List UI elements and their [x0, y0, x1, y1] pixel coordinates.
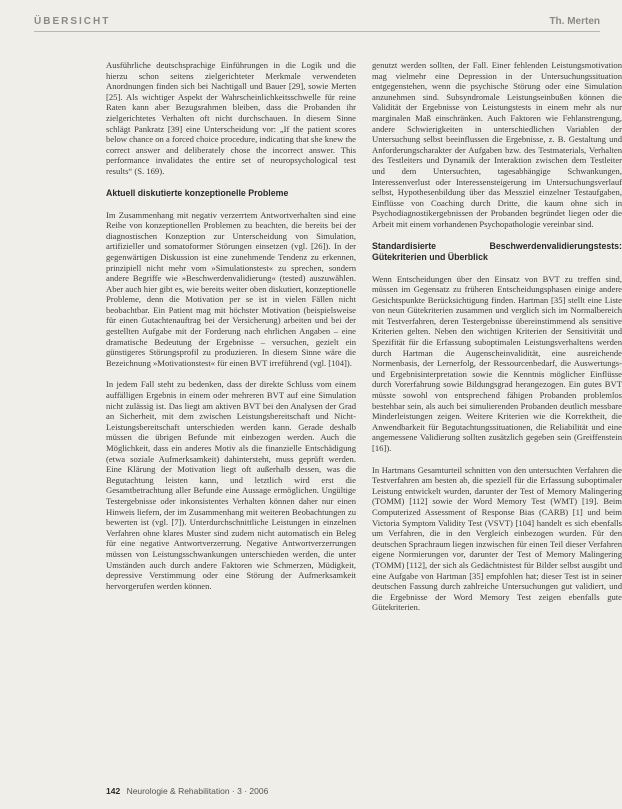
running-header [34, 14, 600, 34]
right-heading-1: Standardisierte Beschwerdenvalidierungstests: Gütekriterien und Überblick [372, 240, 622, 262]
left-column [106, 60, 356, 602]
author-label: Th. Merten [549, 16, 600, 27]
left-heading-1: Aktuell diskutierte konzeptionelle Probleme [106, 187, 289, 198]
right-paragraph-2: Wenn Entscheidungen über den Einsatz von BVT zu treffen sind, müssen im Gegensatz zu früheren Entscheidungsphasen einige andere Gesichtspunkte Berücksichtigung finden. Hartman [35] stellt eine Liste von neun Gütekriterien zusammen und verglich sich im Normalbereich mit Testverfahren, deren Testergebnisse übereinstimmend als sensitive Kriterien gelten. Neben den wichtigen Kriterien der Sensitivität und Spezifität für die Erfassung suboptimalen Leistungsverhaltens werden durch Hartman die Augenscheinvalidität, eine ausreichende Normenbasis, der Lernerfolg, der Ressourcenbedarf, die Auswertungs- und Ergebnisinterpretation sowie die Kenntnis möglicher Einflüsse durch Vorerfahrung sowie Bildungsgrad herangezogen. Ein gutes BVT müsste sowohl von entsprechend fähigen Probanden problemlos bestehbar sein, als auch bei simulierenden Probanden deutlich messbare Minderleistungen zeigen. Weitere Kriterien wie die Korrektheit, die Anwendbarkeit für Begutachtungssituationen, die Reliabilität und eine angemessene Validierung sollten zusätzlich gegeben sein (Greiffenstein [16]). [372, 273, 622, 453]
page-footer [106, 786, 268, 796]
left-paragraph-2: Im Zusammenhang mit negativ verzerrtem Antwortverhalten sind eine Reihe von konzeptionellen Problemen zu beachten, die bereits bei der diagnostischen Konzeption zur Unterscheidung von Simulation, artifizieller und somatoformer Störungen einsetzen (vgl. [26]). In der gegenwärtigen Diskussion ist eine zunehmende Tendenz zu erkennen, prinzipiell nicht mehr vom »Simulationstest« zu sprechen, sondern andere Begriffe wie »Beschwerdenvalidierung« (tested) auszuwählen. Aber auch hier gibt es, wie bereits weiter oben diskutiert, konzeptionelle Probleme, denn die Motivation per se ist in vielen Fällen nicht beobachtbar. Ein Patient mag mit höchster Motivation (beispielsweise für einen Gutachtenauftrag bei der Versicherung) arbeiten und bei der gestellten Aufgabe mit der Forderung nach ehrlichen Angaben – eine dramatische Bedeutung der Ergebnisse – versuchen, gezielt ein günstigeres Störungsprofil zu produzieren. In diesem Sinne wäre die Bezeichnung »Motivationstest« für einen BVT irreführend (vgl. [104]). [106, 209, 356, 368]
left-paragraph-1: Ausführliche deutschsprachige Einführungen in die Logik und die hierzu schon seitens zielgerichteter Merkmale verwendeten Anordnungen finden sich bei Nachtigall und Bauer [29], sowie Merten [25]. Als wichtiger Aspekt der Wahrscheinlichkeitsschwelle für reine Raten kann aber Bezugsrahmen bleiben, dass die Probanden ihr zielgerichtetes Verhalten oft nicht durchschauen. In diesem Sinne schlägt Pankratz [39] eine Unterscheidung vor: „If the patient scores below chance on a forced choice procedure, indicating that she knew the correct answer and deliberately chose the incorrect answer. This performance invalidates the entire set of neuropsychological test results“ (S. 169). [106, 60, 356, 176]
page-number: 142 [106, 786, 121, 796]
section-label: ÜBERSICHT [34, 16, 111, 27]
right-paragraph-3: In Hartmans Gesamturteil schnitten von den untersuchten Verfahren die Testverfahren am besten ab, die speziell für die Erfassung suboptimaler Leistung entwickelt wurden, darunter der Test of Memory Malingering (TOMM) [112] sowie der Word Memory Test (WMT) [19]. Beim Computerized Assessment of Response Bias (CARB) [1] und beim Victoria Symptom Validity Test (VSVT) [104] handelt es sich ebenfalls um Verfahren, die in den Vergleich einbezogen wurden. Für den deutschen Sprachraum liegen inzwischen für einen Teil dieser Verfahren eigene Normierungen vor, darunter der Test of Memory Malingering (TOMM) [112], der sich als Gedächtnistest für Bilder selbst ausgibt und eine Aufgabe von Hartman [35] empfohlen hat; dieser Test ist in seiner deutschen Fassung durch zahlreiche Untersuchungen gut validiert, und die Ergebnisse der Word Memory Test zeigen ebenfalls gute Gütekriterien. [372, 464, 622, 613]
header-rule [34, 31, 600, 32]
journal-citation: Neurologie & Rehabilitation · 3 · 2006 [126, 786, 269, 796]
right-paragraph-1: genutzt werden sollten, der Fall. Einer fehlenden Leistungsmotivation mag vielmehr eine Depression in der Untersuchungssituation entgegenstehen, wenn die psychische Störung oder eine Simulation anzunehmen sind. Subsyndromale Leistungseinbußen können die Validität der Ergebnisse von Leistungstests in einem mehr als nur marginalen Maß einschränken. Auch Faktoren wie Fehlanstrengung, andere Schwierigkeiten in unterschiedlichen Variablen der Untersuchung selbst beeinflussen die Ergebnisse, z. B. Gestaltung und Anforderungscharakter der Aufgaben bzw. des Testmaterials, Verhalten des Testleiters und Dynamik der Interaktion zwischen dem Testleiter und dem Untersuchten, tagesabhängige Schwankungen, Interessenverlust oder Interessensteigerung im Untersuchungsverlauf selbst, Hypothesenbildung über das Messziel einzelner Testaufgaben, Einflüsse von Coaching durch Dritte, die kaum ohne sich in Psychodiagnostikergebnissen der Probanden begründet liegen oder die Arbeit mit einem vorhandenen Psychopathologie vereinbar sind. [372, 60, 622, 229]
right-column [372, 60, 622, 624]
left-paragraph-3: In jedem Fall steht zu bedenken, dass der direkte Schluss vom einem auffälligen Ergebnis in einem oder mehreren BVT auf eine Simulation nicht zulässig ist. Das liegt am aktiven BVT bei den Analysen der Grad an Sicherheit, mit dem zwischen Leistungsbereitschaft und Nicht-Leistungsbereitschaft unterschieden werden kann. Gerade deshalb müssen die übrigen Befunde mit einbezogen werden. Auch die Möglichkeit, dass ein anderes Motiv als die finanzielle Entschädigung (etwa soziale Aufmerksamkeit) dahintersteht, muss geprüft werden. Eine Klärung der Motivation liegt oft außerhalb dessen, was die Begutachtung leisten kann, und letztlich wird erst die Gesamtbetrachtung aller Befunde eine Aussage ermöglichen. Ungültige Testergebnisse oder inkonsistentes Verhalten können daher nur einen Hinweis liefern, der im Zusammenhang mit weiteren Beobachtungen zu bewerten ist (vgl. [7]). Unterdurchschnittliche Leistungen in einzelnen Verfahren ohne klares Muster sind zudem nicht automatisch ein Beleg für eine negative Antwortverzerrung. Negative Antwortverzerrungen müssen von Leistungsschwankungen unterschieden werden, die unter Umständen auch durch andere Faktoren wie Schmerzen, Müdigkeit, depressive Verstimmung oder eine Störung der Aufmerksamkeit hervorgerufen werden können. [106, 379, 356, 591]
